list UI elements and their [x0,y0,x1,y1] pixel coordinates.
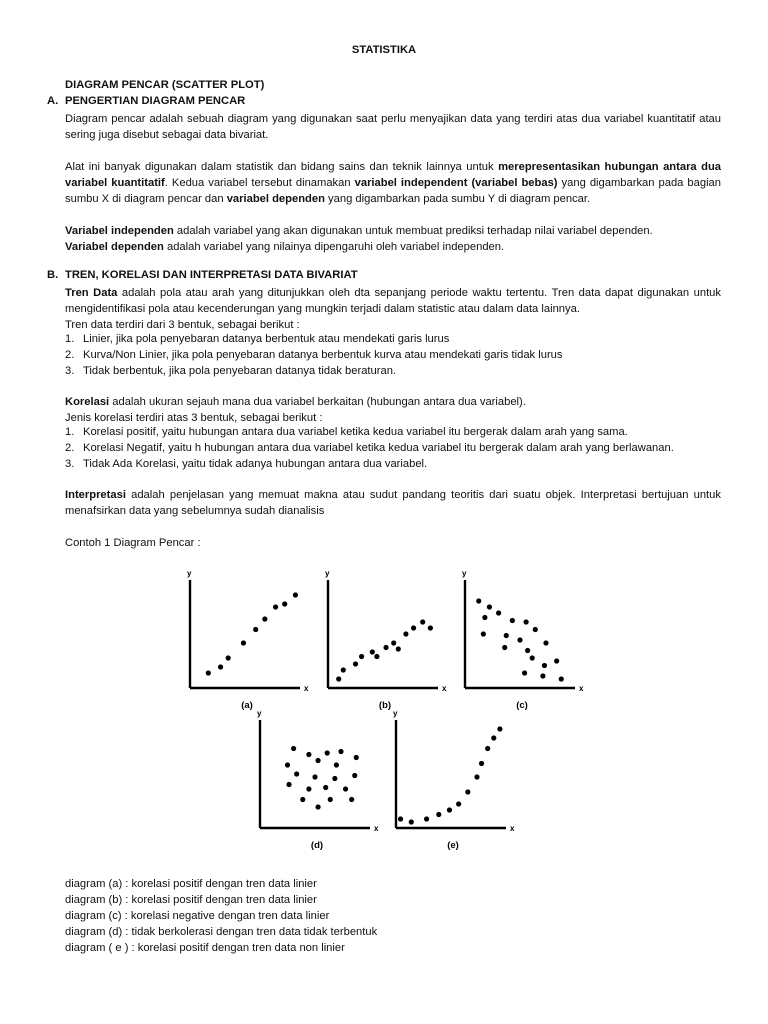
scatter-point [409,819,414,824]
scatter-plot-d [250,709,385,852]
list-item [65,333,449,345]
korelasi-text: adalah ukuran sejauh mana dua variabel berkaitan (hubungan antara dua variabel). [109,396,526,408]
tren-data-paragraph [65,285,721,317]
scatter-point [370,649,375,654]
scatter-point [349,797,354,802]
x-axis-label: x [374,824,379,833]
scatter-point [398,816,403,821]
scatter-point [525,648,530,653]
list-number: 1. [65,426,75,438]
scatter-point [554,658,559,663]
list-number: 2. [65,442,75,454]
y-axis-label: y [325,569,330,578]
scatter-point [504,633,509,638]
scatter-point [530,655,535,660]
scatter-point [411,625,416,630]
scatter-point [323,785,328,790]
list-item [65,458,427,470]
scatter-point [517,637,522,642]
scatter-point [510,618,515,623]
plot-label: (d) [310,840,324,851]
scatter-plot-e [386,709,521,852]
p2-bold-2: variabel independent (variabel bebas) [354,177,558,189]
plot-label: (a) [241,700,253,711]
diagram-caption: diagram (d) : tidak berkolerasi dengan tren data tidak terbentuk [65,926,378,938]
scatter-point [332,776,337,781]
scatter-point [436,812,441,817]
section-b-heading: TREN, KORELASI DAN INTERPRETASI DATA BIVARIAT [65,269,358,281]
scatter-point [218,664,223,669]
plot-label: (c) [516,700,528,711]
scatter-point [354,755,359,760]
scatter-point [262,616,267,621]
scatter-point [353,661,358,666]
definition-text: adalah variabel yang nilainya dipengaruhi oleh variabel independen. [163,241,505,253]
scatter-point [542,663,547,668]
scatter-point [396,646,401,651]
scatter-point [383,645,388,650]
list-number: 2. [65,349,75,361]
list-item [65,349,563,361]
scatter-point [253,627,258,632]
x-axis-label: x [442,684,447,693]
interpretasi-paragraph [65,487,721,519]
p2-text-3: yang digambarkan pada bagian sumbu X di diagram pencar dan [65,177,721,205]
scatter-point [476,598,481,603]
scatter-point [293,592,298,597]
scatter-point [312,774,317,779]
korelasi-term: Korelasi [65,396,110,408]
scatter-point [428,625,433,630]
list-number: 3. [65,458,75,470]
scatter-point [315,758,320,763]
scatter-point [306,786,311,791]
definition-text: adalah variabel yang akan digunakan untuk membuat prediksi terhadap nilai variabel dependen. [173,225,653,237]
korelasi-paragraph [65,394,721,410]
scatter-point [543,640,548,645]
section-a-paragraph-2 [65,159,721,207]
list-text: Korelasi positif, yaitu hubungan antara dua variabel ketika kedua variabel itu bergerak dalam arah yang sama. [83,426,628,438]
scatter-point [496,610,501,615]
definition-term: Variabel independen [65,225,174,237]
scatter-point [226,655,231,660]
scatter-point [420,619,425,624]
list-text: Tidak Ada Korelasi, yaitu tidak adanya hubungan antara dua variabel. [83,458,428,470]
diagram-caption: diagram (c) : korelasi negative dengan tren data linier [65,910,330,922]
scatter-point [524,619,529,624]
scatter-point [456,801,461,806]
scatter-point [325,750,330,755]
y-axis-label: y [187,569,192,578]
interpretasi-term: Interpretasi [65,489,126,501]
definition-independent [65,223,721,239]
p2-text-4: yang digambarkan pada sumbu Y di diagram pencar. [324,193,591,205]
list-text: Kurva/Non Linier, jika pola penyebaran datanya berbentuk kurva atau mendekati garis tidak lurus [83,349,563,361]
list-text: Linier, jika pola penyebaran datanya berbentuk atau mendekati garis lurus [83,333,450,345]
scatter-point [487,604,492,609]
diagram-caption: diagram (a) : korelasi positif dengan tren data linier [65,878,317,890]
list-item [65,442,674,454]
scatter-point [391,640,396,645]
definition-dependent [65,239,721,255]
scatter-point [315,804,320,809]
example-label: Contoh 1 Diagram Pencar : [65,537,201,549]
scatter-point [206,670,211,675]
list-number: 1. [65,333,75,345]
scatter-point [482,615,487,620]
scatter-point [285,762,290,767]
scatter-point [485,746,490,751]
scatter-point [352,773,357,778]
scatter-point [273,604,278,609]
scatter-point [343,786,348,791]
scatter-point [306,752,311,757]
scatter-plot-b [318,569,453,712]
scatter-point [282,601,287,606]
scatter-point [328,797,333,802]
scatter-point [338,749,343,754]
list-item [65,365,396,377]
scatter-point [341,667,346,672]
scatter-point [479,761,484,766]
diagram-caption: diagram ( e ) : korelasi positif dengan tren data non linier [65,942,345,954]
list-text: Tidak berbentuk, jika pola penyebaran datanya tidak beraturan. [83,365,397,377]
interpretasi-text: adalah penjelasan yang memuat makna atau sudut pandang teoritis dari suatu objek. Interpretasi bertujuan untuk menafsirkan data yang sebelumnya sudah dianalisis [65,489,721,517]
y-axis-label: y [393,709,398,718]
korelasi-intro: Jenis korelasi terdiri atas 3 bentuk, sebagai berikut : [65,412,323,424]
scatter-point [294,771,299,776]
scatter-point [533,627,538,632]
scatter-point [522,670,527,675]
tren-term: Tren Data [65,287,118,299]
section-a-label: A. [47,95,59,107]
scatter-point [334,762,339,767]
scatter-plot-a [180,569,315,712]
scatter-point [286,782,291,787]
scatter-point [241,640,246,645]
list-number: 3. [65,365,75,377]
list-item [65,426,628,438]
plot-label: (e) [447,840,459,851]
scatter-point [447,807,452,812]
tren-text: adalah pola atau arah yang ditunjukkan oleh dta sepanjang periode waktu tertentu. Tren data dapat digunakan untuk mengidentifikasi pola atau kecenderungan yang mungkin terjadi dalam statistic atau dalam data lainnya. [65,287,721,315]
scatter-point [424,816,429,821]
x-axis-label: x [510,824,515,833]
scatter-point [465,789,470,794]
scatter-point [359,654,364,659]
x-axis-label: x [304,684,309,693]
p2-bold-1: merepresentasikan hubungan antara dua variabel kuantitatif [65,161,722,189]
x-axis-label: x [579,684,584,693]
section-a-heading: PENGERTIAN DIAGRAM PENCAR [65,95,246,107]
scatter-point [481,631,486,636]
scatter-point [300,797,305,802]
diagram-caption: diagram (b) : korelasi positif dengan tren data linier [65,894,317,906]
scatter-point [403,631,408,636]
scatter-point [291,746,296,751]
scatter-point [559,676,564,681]
tren-intro: Tren data terdiri dari 3 bentuk, sebagai berikut : [65,319,300,331]
plot-label: (b) [378,700,392,711]
section-a-paragraph-1: Diagram pencar adalah sebuah diagram yang digunakan saat perlu menyajikan data yang terdiri atas dua variabel kuantitatif atau sering juga disebut sebagai data bivariat. [65,113,721,141]
scatter-plot-c [455,569,590,712]
scatter-point [497,726,502,731]
scatter-point [336,676,341,681]
scatter-point [502,645,507,650]
p2-bold-3: variabel dependen [226,193,325,205]
p2-text-2: . Kedua variabel tersebut dinamakan [164,177,355,189]
section-heading: DIAGRAM PENCAR (SCATTER PLOT) [65,79,265,91]
y-axis-label: y [462,569,467,578]
definition-term: Variabel dependen [65,241,164,253]
p2-text-1: Alat ini banyak digunakan dalam statistik dan bidang sains dan teknik lainnya untuk [65,161,499,173]
scatter-point [540,673,545,678]
page-title: STATISTIKA [351,44,417,56]
scatter-point [491,735,496,740]
scatter-point [374,654,379,659]
y-axis-label: y [257,709,262,718]
scatter-point [474,774,479,779]
list-text: Korelasi Negatif, yaitu h hubungan antara dua variabel ketika kedua variabel itu bergerak dalam arah yang berlawanan. [83,442,674,454]
section-b-label: B. [47,269,59,281]
